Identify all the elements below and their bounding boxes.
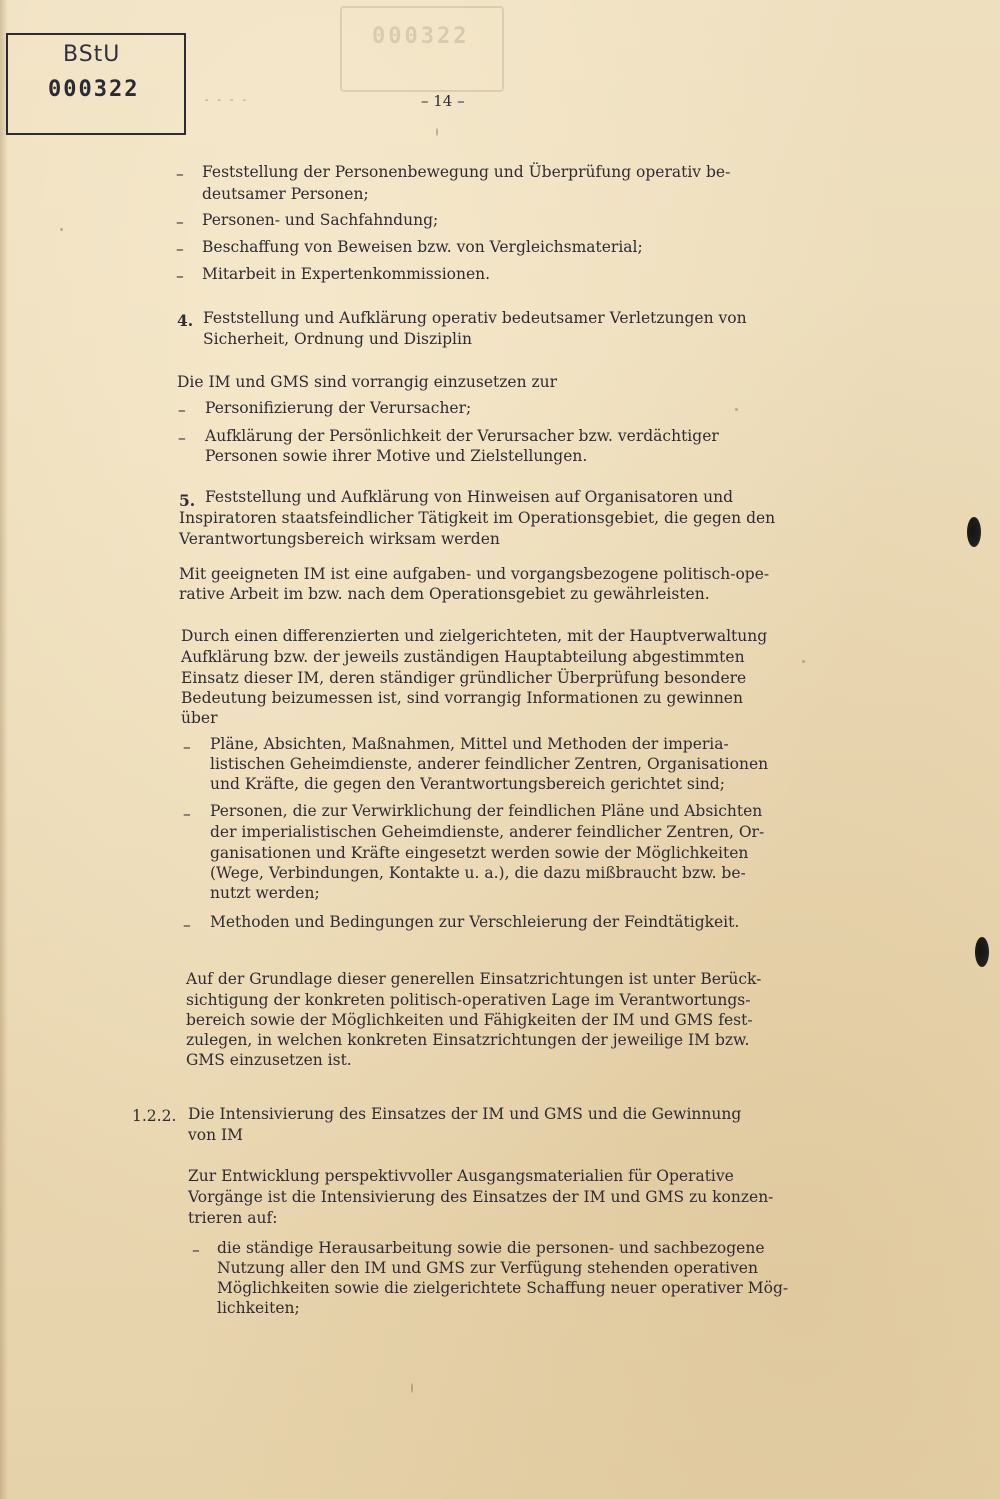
paragraph-line: Auf der Grundlage dieser generellen Einsatzrichtungen ist unter Berück- [186,970,762,988]
list-item-line: Feststellung der Personenbewegung und Überprüfung operativ be- [202,163,731,181]
paragraph-line: Bedeutung beizumessen ist, sind vorrangig Informationen zu gewinnen [181,689,743,707]
section-number: 1.2.2. [132,1107,177,1125]
list-item-line: der imperialistischen Geheimdienste, anderer feindlicher Zentren, Or- [210,823,765,841]
list-item-line: Beschaffung von Beweisen bzw. von Vergleichsmaterial; [202,238,643,256]
list-item-line: Methoden und Bedingungen zur Verschleierung der Feindtätigkeit. [210,913,740,931]
list-item-line: Nutzung aller den IM und GMS zur Verfügung stehenden operativen [217,1259,758,1277]
paper-edge-shadow [0,0,8,1499]
list-item-line: Aufklärung der Persönlichkeit der Verursacher bzw. verdächtiger [205,427,719,445]
bullet-dash: – [176,213,184,231]
list-item-line: ganisationen und Kräfte eingesetzt werden sowie der Möglichkeiten [210,844,749,862]
bullet-dash: – [178,401,186,419]
paragraph-line: Zur Entwicklung perspektivvoller Ausgangsmaterialien für Operative [188,1167,734,1185]
paragraph-line: Vorgänge ist die Intensivierung des Einsatzes der IM und GMS zu konzen- [188,1188,774,1206]
paper-speck [802,660,805,663]
pencil-marks: - - - - [205,95,250,106]
paper-speck [735,408,738,411]
faded-stamp-text: 000322 [372,24,470,49]
faded-archive-stamp [340,6,504,92]
paragraph-line: über [181,709,218,727]
list-item-line: die ständige Herausarbeitung sowie die personen- und sachbezogene [217,1239,765,1257]
bullet-dash: – [183,738,191,756]
section-heading-line: Verantwortungsbereich wirksam werden [179,530,500,548]
list-item-line: nutzt werden; [210,884,320,902]
section-heading-line: Inspiratoren staatsfeindlicher Tätigkeit im Operationsgebiet, die gegen den [179,509,776,527]
list-item-line: und Kräfte, die gegen den Verantwortungsbereich gerichtet sind; [210,775,725,793]
list-item-line: Pläne, Absichten, Maßnahmen, Mittel und Methoden der imperia- [210,735,729,753]
section-heading-line: von IM [188,1126,243,1144]
bullet-dash: – [183,805,191,823]
bullet-dash: – [183,916,191,934]
section-number: 4. [177,311,194,330]
bullet-dash: – [176,267,184,285]
page-number: – 14 – [421,92,465,110]
section-heading-line: Die Intensivierung des Einsatzes der IM und GMS und die Gewinnung [188,1105,742,1123]
list-item-line: Personifizierung der Verursacher; [205,399,472,417]
bstu-archive-stamp [6,33,186,135]
paragraph-line: trieren auf: [188,1209,278,1227]
paragraph-line: GMS einzusetzen ist. [186,1051,352,1069]
list-item-line: Möglichkeiten sowie die zielgerichtete Schaffung neuer operativer Mög- [217,1279,789,1297]
list-item-line: Personen sowie ihrer Motive und Zielstellungen. [205,447,588,465]
bullet-dash: – [178,429,186,447]
paragraph-line: Die IM und GMS sind vorrangig einzusetzen zur [177,373,558,391]
paper-speck [411,1383,413,1393]
punch-hole [975,937,989,967]
section-heading-line: Feststellung und Aufklärung operativ bedeutsamer Verletzungen von [203,309,747,327]
list-item-line: deutsamer Personen; [202,185,369,203]
paragraph-line: Mit geeigneten IM ist eine aufgaben- und vorgangsbezogene politisch-ope- [179,565,770,583]
paper-speck [436,128,438,136]
list-item-line: Mitarbeit in Expertenkommissionen. [202,265,491,283]
paragraph-line: rative Arbeit im bzw. nach dem Operationsgebiet zu gewährleisten. [179,585,710,603]
bullet-dash: – [192,1241,200,1259]
section-heading-line: Feststellung und Aufklärung von Hinweisen auf Organisatoren und [205,488,734,506]
paragraph-line: Aufklärung bzw. der jeweils zuständigen Hauptabteilung abgestimmten [181,648,745,666]
section-heading-line: Sicherheit, Ordnung und Disziplin [203,330,472,348]
paper-speck [60,228,63,231]
list-item-line: (Wege, Verbindungen, Kontakte u. a.), die dazu mißbraucht bzw. be- [210,864,746,882]
list-item-line: Personen, die zur Verwirklichung der feindlichen Pläne und Absichten [210,802,763,820]
list-item-line: Personen- und Sachfahndung; [202,211,439,229]
list-item-line: lichkeiten; [217,1299,300,1317]
paragraph-line: sichtigung der konkreten politisch-operativen Lage im Verantwortungs- [186,991,751,1009]
paragraph-line: bereich sowie der Möglichkeiten und Fähigkeiten der IM und GMS fest- [186,1011,753,1029]
paragraph-line: Einsatz dieser IM, deren ständiger gründlicher Überprüfung besondere [181,669,747,687]
list-item-line: listischen Geheimdienste, anderer feindlicher Zentren, Organisationen [210,755,769,773]
stamp-page-number: 000322 [48,77,140,102]
punch-hole [967,517,981,547]
stamp-agency: BStU [63,42,121,67]
paragraph-line: zulegen, in welchen konkreten Einsatzrichtungen der jeweilige IM bzw. [186,1031,750,1049]
bullet-dash: – [176,165,184,183]
section-number: 5. [179,491,196,510]
bullet-dash: – [176,240,184,258]
paragraph-line: Durch einen differenzierten und zielgerichteten, mit der Hauptverwaltung [181,627,768,645]
